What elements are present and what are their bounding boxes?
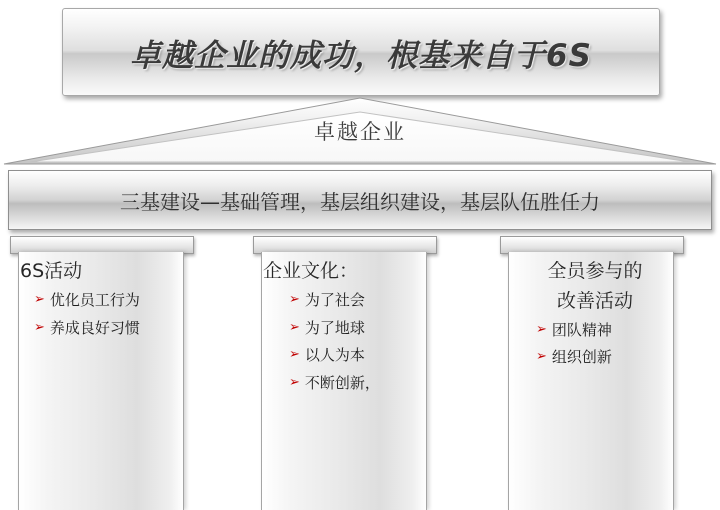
column-2-content: [263, 260, 433, 401]
beam-text: 三基建设—基础管理，基层组织建设，基层队伍胜任力: [120, 189, 600, 214]
column-3-bullets: [510, 320, 680, 370]
arrow-bullet-icon: ➢: [34, 319, 45, 335]
list-item-label: 养成良好习惯: [49, 318, 140, 337]
column-2-bullets: [263, 290, 433, 395]
list-item: [536, 347, 680, 369]
column-3-heading-line2: 改善活动: [556, 289, 633, 312]
arrow-bullet-icon: ➢: [289, 291, 300, 307]
arrow-bullet-icon: ➢: [289, 347, 300, 363]
list-item: [536, 320, 680, 342]
list-item-label: 组织创新: [551, 348, 612, 367]
list-item-label: 以人为本: [304, 346, 365, 365]
list-item: [289, 290, 433, 312]
list-item: [289, 373, 433, 395]
architrave-beam: [8, 170, 712, 230]
column-2-heading: 企业文化：: [263, 260, 359, 282]
arrow-bullet-icon: ➢: [536, 321, 547, 337]
arrow-bullet-icon: ➢: [289, 319, 300, 335]
column-3: [500, 236, 682, 510]
list-item-label: 不断创新，: [304, 374, 380, 392]
list-item-label: 为了社会: [304, 290, 365, 309]
list-item-label: 优化员工行为: [49, 290, 140, 309]
column-1-content: [20, 260, 190, 345]
list-item: [289, 318, 433, 340]
page-title: 卓越企业的成功，根基来自于6S: [130, 37, 592, 74]
title-banner: [62, 8, 660, 96]
column-1-heading: 6S活动: [20, 260, 83, 282]
list-item: [34, 290, 190, 312]
column-3-content: [510, 260, 680, 375]
roof-label: 卓越企业: [314, 120, 406, 144]
column-2: [253, 236, 435, 510]
list-item-label: 团队精神: [551, 320, 612, 339]
list-item: [34, 318, 190, 340]
column-3-heading-line1: 全员参与的: [547, 260, 643, 282]
column-1: [10, 236, 192, 510]
arrow-bullet-icon: ➢: [289, 375, 300, 390]
list-item-label: 为了地球: [304, 318, 365, 337]
roof-pediment: [0, 96, 720, 168]
arrow-bullet-icon: ➢: [536, 349, 547, 365]
column-1-bullets: [20, 290, 190, 340]
list-item: [289, 345, 433, 367]
arrow-bullet-icon: ➢: [34, 291, 45, 307]
